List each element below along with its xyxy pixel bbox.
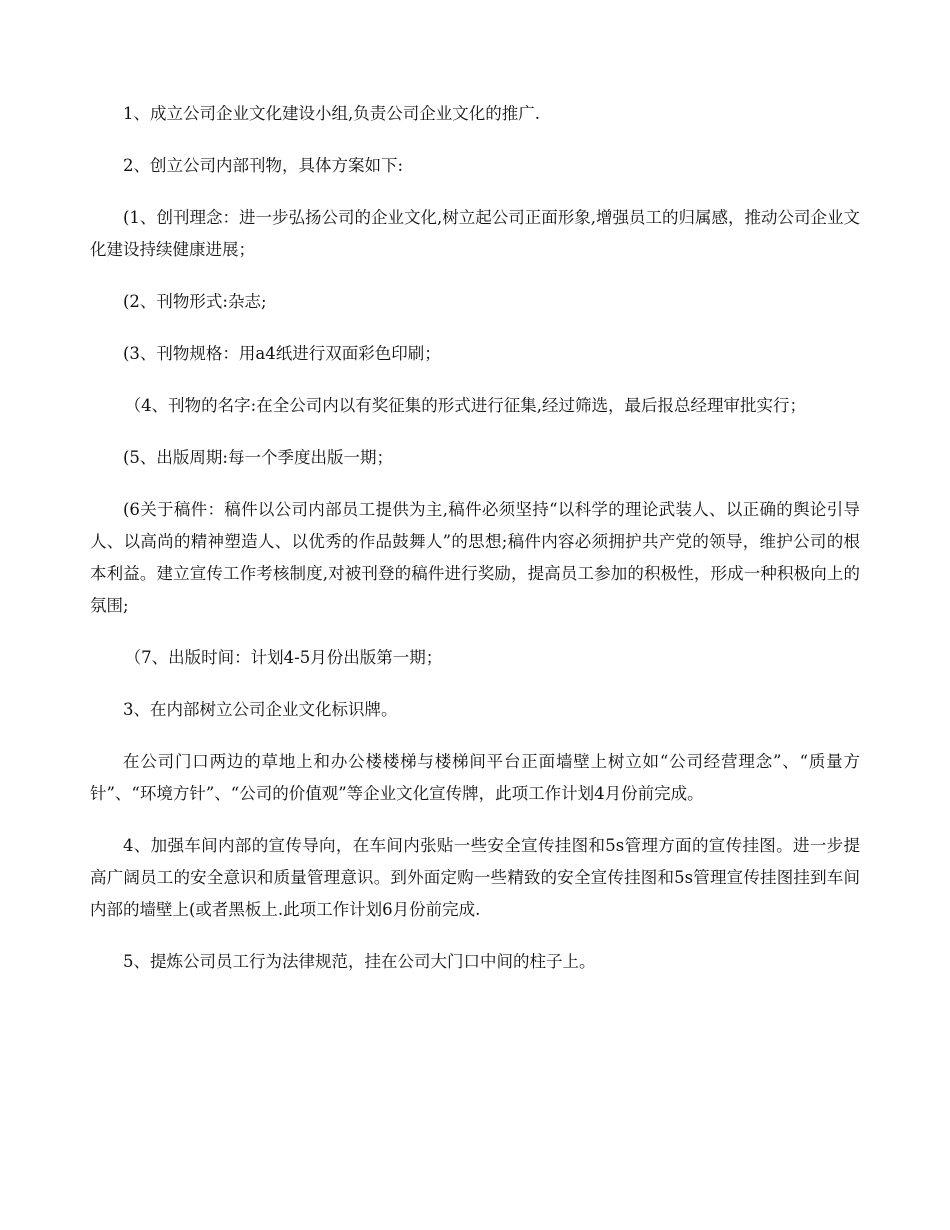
paragraph-signboard-detail: 在公司门口两边的草地上和办公楼楼梯与楼梯间平台正面墙壁上树立如“公司经营理念”、“质量方针”、“环境方针”、“公司的价值观”等企业文化宣传牌，此项工作计划4月份前完成。 xyxy=(90,752,860,803)
document-body xyxy=(90,98,860,998)
paragraph-subitem-1: (1、创刊理念：进一步弘扬公司的企业文化,树立起公司正面形象,增强员工的归属感，推动公司企业文化建设持续健康进展； xyxy=(90,208,860,259)
paragraph-subitem-2: (2、刊物形式:杂志; xyxy=(123,292,267,311)
paragraph-subitem-3: (3、刊物规格：用a4纸进行双面彩色印刷； xyxy=(123,344,441,363)
paragraph-subitem-4: （4、刊物的名字:在全公司内以有奖征集的形式进行征集,经过筛选，最后报总经理审批实行； xyxy=(124,396,806,415)
paragraph-item-2: 2、创立公司内部刊物，具体方案如下: xyxy=(123,156,404,175)
paragraph-subitem-6: (6关于稿件：稿件以公司内部员工提供为主,稿件必须坚持“以科学的理论武装人、以正确的舆论引导人、以高尚的精神塑造人、以优秀的作品鼓舞人”的思想;稿件内容必须拥护共产党的领导，维护公司的根本利益。建立宣传工作考核制度,对被刊登的稿件进行奖励，提高员工参加的积极性，形成一种积极向上的氛围; xyxy=(90,500,860,615)
paragraph-subitem-5: (5、出版周期:每一个季度出版一期； xyxy=(123,448,393,467)
paragraph-item-1: 1、成立公司企业文化建设小组,负责公司企业文化的推广. xyxy=(123,104,540,123)
paragraph-item-3: 3、在内部树立公司企业文化标识牌。 xyxy=(123,700,398,719)
paragraph-item-5: 5、提炼公司员工行为法律规范，挂在公司大门口中间的柱子上。 xyxy=(123,952,596,971)
paragraph-item-4: 4、加强车间内部的宣传导向，在车间内张贴一些安全宣传挂图和5s管理方面的宣传挂图。进一步提高广阔员工的安全意识和质量管理意识。到外面定购一些精致的安全宣传挂图和5s管理宣传挂图挂到车间内部的墙壁上(或者黑板上.此项工作计划6月份前完成. xyxy=(90,836,860,919)
paragraph-subitem-7: （7、出版时间：计划4-5月份出版第一期； xyxy=(124,648,443,667)
